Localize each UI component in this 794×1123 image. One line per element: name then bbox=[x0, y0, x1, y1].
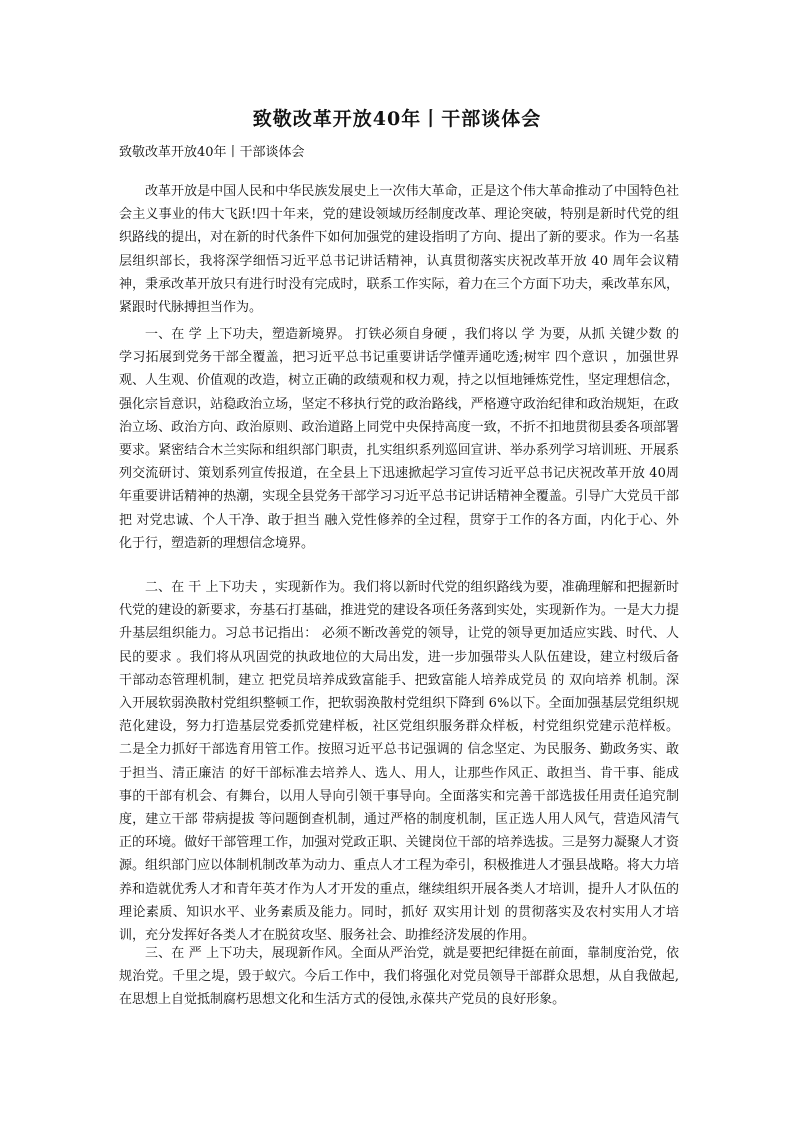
page-title: 致敬改革开放40年丨干部谈体会 bbox=[252, 108, 542, 130]
paragraph-intro: 改革开放是中国人民和中华民族发展史上一次伟大革命，正是这个伟大革命推动了中国特色社会主义事业的伟大飞跃!四十年来，党的建设领域历经制度改革、理论突破，特别是新时代党的组织路线的提出，对在新的时代条件下如何加强党的建设指明了方向、提出了新的要求。作为一名基层组织部长，我将深学细悟习近平总书记讲话精神，认真贯彻落实庆祝改革开放 40 周年会议精神，秉承改革开放只有进行时没有完成时，联系工作实际，着力在三个方面下功夫，乘改革东风，紧跟时代脉搏担当作为。 bbox=[119, 184, 679, 316]
paragraph-section-1: 一、在 学 上下功夫，塑造新境界。 打铁必须自身硬 ，我们将以 学 为要，从抓 关键少数 的学习拓展到党务干部全覆盖，把习近平总书记重要讲话学懂弄通吃透;树牢 四个意识 ，加强世界观、人生观、价值观的改造，树立正确的政绩观和权力观，持之以恒地锤炼党性，坚定理想信念，强化宗旨意识，站稳政治立场，坚定不移执行党的政治路线，严格遵守政治纪律和政治规矩，在政治立场、政治方向、政治原则、政治道路上同党中央保持高度一致，不折不扣地贯彻县委各项部署要求。紧密结合木兰实际和组织部门职责，扎实组织系列巡回宣讲、举办系列学习培训班、开展系列交流研讨、策划系列宣传报道，在全县上下迅速掀起学习宣传习近平总书记庆祝改革开放 40周年重要讲话精神的热潮，实现全县党务干部学习习近平总书记讲话精神全覆盖。引导广大党员干部把 对党忠诚、个人干净、敢于担当 融入党性修养的全过程，贯穿于工作的各方面，内化于心、外化于行，塑造新的理想信念境界。 bbox=[119, 327, 679, 551]
paragraph-section-3: 三、在 严 上下功夫，展现新作风。全面从严治党，就是要把纪律挺在前面，靠制度治党，依规治党。千里之堤，毁于蚁穴。今后工作中，我们将强化对党员领导干部群众思想，从自我做起,在思想上自觉抵制腐朽思想文化和生活方式的侵蚀,永葆共产党员的良好形象。 bbox=[119, 946, 679, 1008]
page-subtitle: 致敬改革开放40年丨干部谈体会 bbox=[119, 145, 305, 160]
paragraph-section-2: 二、在 干 上下功夫 ，实现新作为。我们将以新时代党的组织路线为要，准确理解和把握新时代党的建设的新要求，夯基石打基础，推进党的建设各项任务落到实处，实现新作为。一是大力提升基层组织能力。习总书记指出： 必须不断改善党的领导，让党的领导更加适应实践、时代、人民的要求 。我们将从巩固党的执政地位的大局出发，进一步加强带头人队伍建设，建立村级后备干部动态管理机制，建立 把党员培养成致富能手、把致富能人培养成党员 的 双向培养 机制。深入开展软弱涣散村党组织整顿工作，把软弱涣散村党组织下降到 6%以下。全面加强基层党组织规范化建设，努力打造基层党委抓党建样板，社区党组织服务群众样板，村党组织党建示范样板。 二是全力抓好干部选育用管工作。按照习近平总书记强调的 信念坚定、为民服务、勤政务实、敢于担当、清正廉洁 的好干部标准去培养人、选人、用人，让那些作风正、敢担当、肯干事、能成事的干部有机会、有舞台，以用人导向引领干事导向。全面落实和完善干部选拔任用责任追究制度，建立干部 带病提拔 等问题倒查机制，通过严格的制度机制，匡正选人用人风气，营造风清气正的环境。做好干部管理工作，加强对党政正职、关键岗位干部的培养选拔。三是努力凝聚人才资源。组织部门应以体制机制改革为动力、重点人才工程为牵引，积极推进人才强县战略。将大力培养和造就优秀人才和青年英才作为人才开发的重点，继续组织开展各类人才培训，提升人才队伍的理论素质、知识水平、业务素质及能力。同时，抓好 双实用计划 的贯彻落实及农村实用人才培训，充分发挥好各类人才在脱贫攻坚、服务社会、助推经济发展的作用。 bbox=[119, 580, 679, 944]
